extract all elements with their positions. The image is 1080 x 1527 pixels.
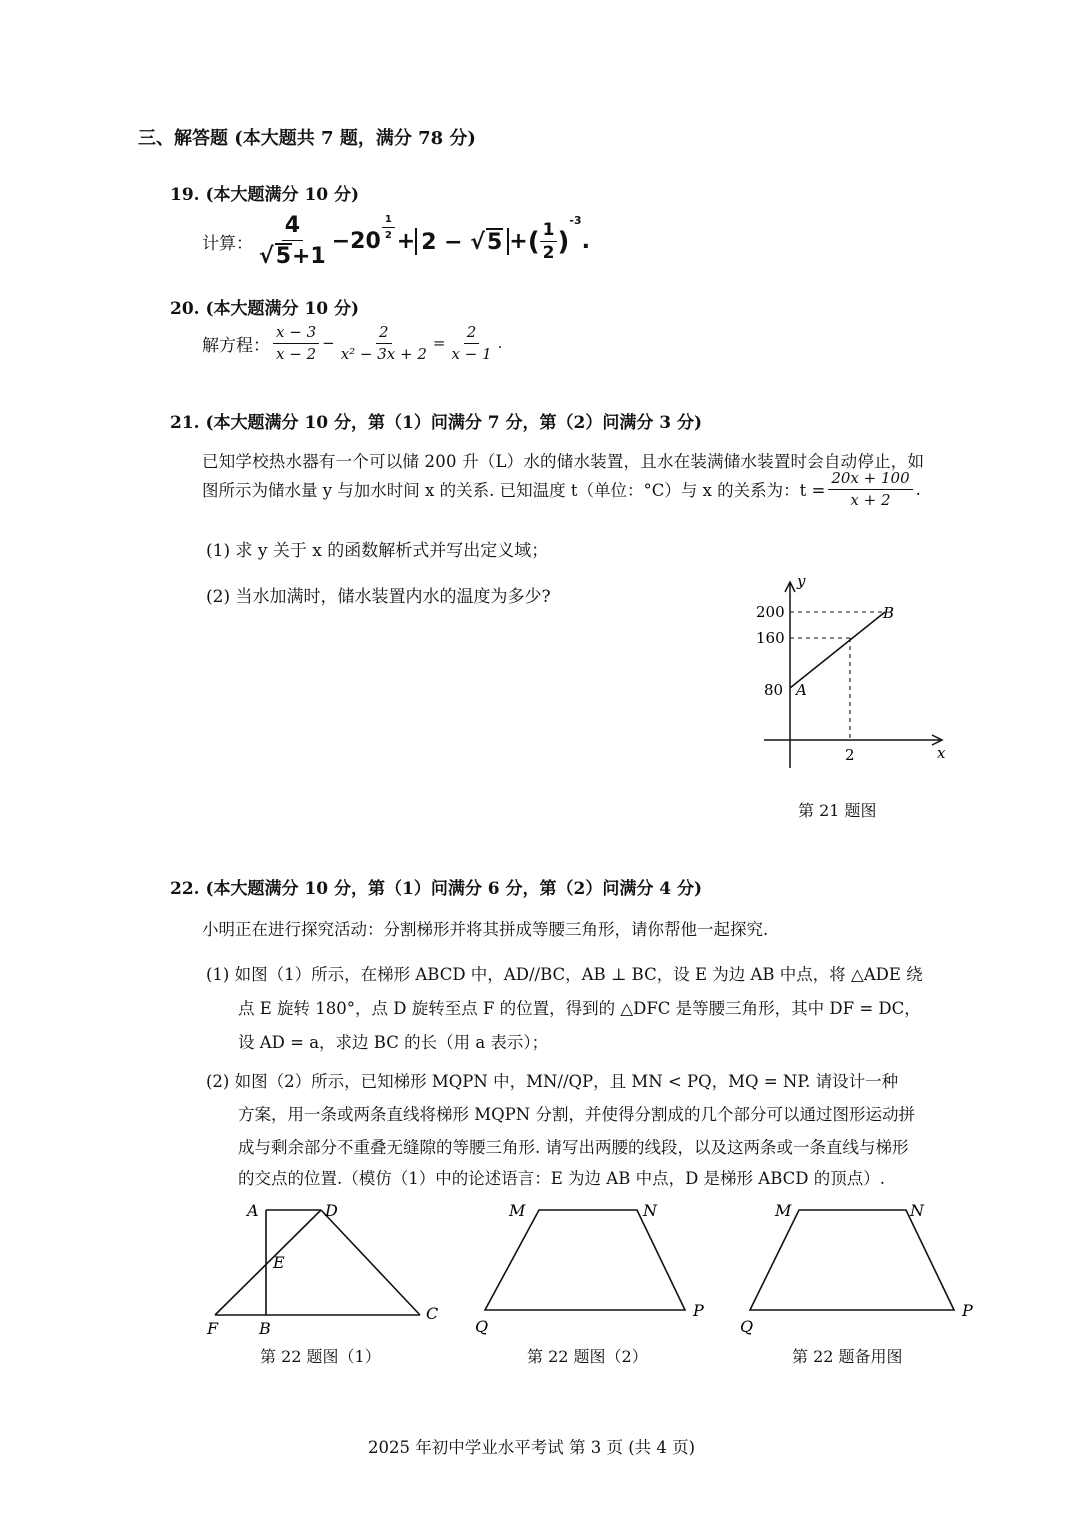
fig2-caption: 第 22 题图（2）: [527, 1347, 648, 1366]
q21-t-frac: [828, 470, 912, 508]
q19-frac-num: 4: [282, 214, 303, 241]
q19-paren-close: ): [557, 226, 570, 257]
q21-line-ab: [790, 612, 885, 688]
q21-part2: (2) 当水加满时，储水装置内水的温度为多少?: [206, 587, 551, 607]
q19-half: [540, 221, 558, 263]
q20-end: .: [497, 334, 503, 352]
fig1-caption: 第 22 题图（1）: [260, 1347, 381, 1366]
q20-f3-den: x − 1: [451, 344, 492, 363]
page-footer: 2025 年初中学业水平考试 第 3 页 (共 4 页): [368, 1438, 696, 1457]
q20-frac2: [338, 324, 430, 362]
q19-exp-num: 1: [382, 214, 395, 228]
q20-frac1: [273, 324, 319, 362]
q21-t-den: x + 2: [850, 490, 891, 509]
fig1-side-fd: [215, 1210, 321, 1315]
q19-dot: .: [581, 229, 590, 255]
q19-fraction: [256, 214, 329, 269]
q19-plus-b: +: [509, 229, 528, 255]
fig1-label-b: B: [259, 1319, 271, 1338]
q22-p2-line4: 的交点的位置.（模仿（1）中的论述语言：E 为边 AB 中点，D 是梯形 ABCD 的顶点）.: [238, 1169, 885, 1188]
q21-line2-row: [202, 470, 921, 508]
q20-eq: =: [432, 334, 446, 352]
q19-plus-a: +: [396, 229, 416, 255]
q19-expression: [202, 214, 590, 269]
q21-graph: [740, 572, 980, 782]
fig1-label-f: F: [207, 1319, 219, 1338]
q19-sqrt5: 5: [275, 244, 291, 270]
fig1-label-a: A: [247, 1201, 259, 1220]
fig1-side-dc: [321, 1210, 420, 1315]
q19-absolute: 2 − √5: [415, 228, 509, 255]
q21-line1: 已知学校热水器有一个可以储 200 升（L）水的储水装置，且水在装满储水装置时会自动停止，如: [202, 452, 925, 471]
q19-paren-open: (: [527, 226, 540, 257]
q20-header: 20. (本大题满分 10 分): [170, 299, 360, 319]
q20-frac3: [449, 324, 495, 362]
q20-f2-den: x² − 3x + 2: [340, 344, 427, 363]
q22-p2-line1: (2) 如图（2）所示，已知梯形 MQPN 中，MN//QP，且 MN < PQ，MQ = NP. 请设计一种: [206, 1072, 899, 1091]
q20-equation: [202, 324, 502, 362]
q22-figure-backup: [730, 1195, 990, 1345]
q19-header: 19. (本大题满分 10 分): [170, 185, 360, 205]
q22-figure-2: [465, 1195, 725, 1345]
q21-caption: 第 21 题图: [798, 801, 877, 820]
q19-prefix: 计算：: [202, 234, 253, 255]
q21-tick-80: 80: [764, 681, 784, 699]
q21-tick-x2: 2: [845, 746, 855, 764]
fig1-label-c: C: [426, 1304, 439, 1323]
q21-tick-160: 160: [756, 629, 785, 647]
fig3-trapezoid: [750, 1210, 954, 1310]
q21-tick-200: 200: [756, 603, 785, 621]
q21-t-num: 20x + 100: [828, 470, 912, 490]
q22-header: 22. (本大题满分 10 分，第（1）问满分 6 分，第（2）问满分 4 分): [170, 879, 703, 899]
q21-header: 21. (本大题满分 10 分，第（1）问满分 7 分，第（2）问满分 3 分): [170, 413, 703, 433]
q21-x-label: x: [937, 744, 946, 762]
q19-exp-den: 2: [384, 230, 392, 241]
q19-frac-den: √5+1: [259, 244, 326, 270]
q22-p2-line3: 成与剩余部分不重叠无缝隙的等腰三角形. 请写出两腰的线段，以及这两条或一条直线与梯形: [238, 1138, 909, 1157]
q19-half-den: 2: [542, 243, 555, 264]
q19-neg3: -3: [569, 214, 582, 227]
q19-exponent: [382, 214, 395, 241]
q22-p1-line1: (1) 如图（1）所示，在梯形 ABCD 中，AD//BC，AB ⊥ BC，设 E 为边 AB 中点，将 △ADE 绕: [206, 965, 923, 984]
fig3-label-p: P: [962, 1301, 973, 1320]
q20-f1-num: x − 3: [273, 324, 319, 344]
fig3-label-m: M: [775, 1201, 792, 1220]
section-title: 三、解答题 (本大题共 7 题，满分 78 分): [138, 128, 476, 149]
fig1-label-d: D: [325, 1201, 338, 1220]
q20-f1-den: x − 2: [276, 344, 317, 363]
q22-p2-line2: 方案，用一条或两条直线将梯形 MQPN 分割，并使得分割成的几个部分可以通过图形运动拼: [238, 1105, 915, 1124]
fig2-label-n: N: [643, 1201, 657, 1220]
fig2-label-m: M: [509, 1201, 526, 1220]
fig3-label-n: N: [910, 1201, 924, 1220]
q21-t-end: .: [915, 479, 921, 499]
q19-minus20: −20: [331, 229, 381, 255]
fig3-label-q: Q: [740, 1317, 754, 1336]
q20-minus: −: [322, 334, 335, 352]
fig2-label-p: P: [693, 1301, 704, 1320]
q21-point-b: B: [883, 604, 895, 622]
q19-abs-sqrt5: 5: [486, 230, 503, 256]
q19-plus1: +1: [292, 244, 326, 270]
fig2-trapezoid: [485, 1210, 685, 1310]
q21-part1: (1) 求 y 关于 x 的函数解析式并写出定义域；: [206, 541, 549, 561]
q19-half-num: 1: [540, 221, 558, 243]
fig2-label-q: Q: [475, 1317, 489, 1336]
fig1-label-e: E: [273, 1253, 285, 1272]
q21-line2: 图所示为储水量 y 与加水时间 x 的关系. 已知温度 t（单位：°C）与 x 的关系为：t =: [202, 481, 826, 500]
q20-f3-num: 2: [464, 324, 480, 344]
q19-abs-content: 2 −: [421, 230, 463, 256]
q21-point-a: A: [796, 681, 807, 699]
q22-p1-line3: 设 AD = a，求边 BC 的长（用 a 表示）；: [238, 1033, 549, 1052]
q20-prefix: 解方程：: [202, 335, 270, 356]
q22-figure-1: [195, 1195, 455, 1345]
q22-p1-line2: 点 E 旋转 180°，点 D 旋转至点 F 的位置，得到的 △DFC 是等腰三角形，其中 DF = DC，: [238, 999, 921, 1018]
q21-y-label: y: [797, 572, 806, 590]
q22-intro: 小明正在进行探究活动：分割梯形并将其拼成等腰三角形，请你帮他一起探究.: [202, 920, 769, 939]
q20-f2-num: 2: [376, 324, 392, 344]
fig3-caption: 第 22 题备用图: [792, 1347, 903, 1366]
